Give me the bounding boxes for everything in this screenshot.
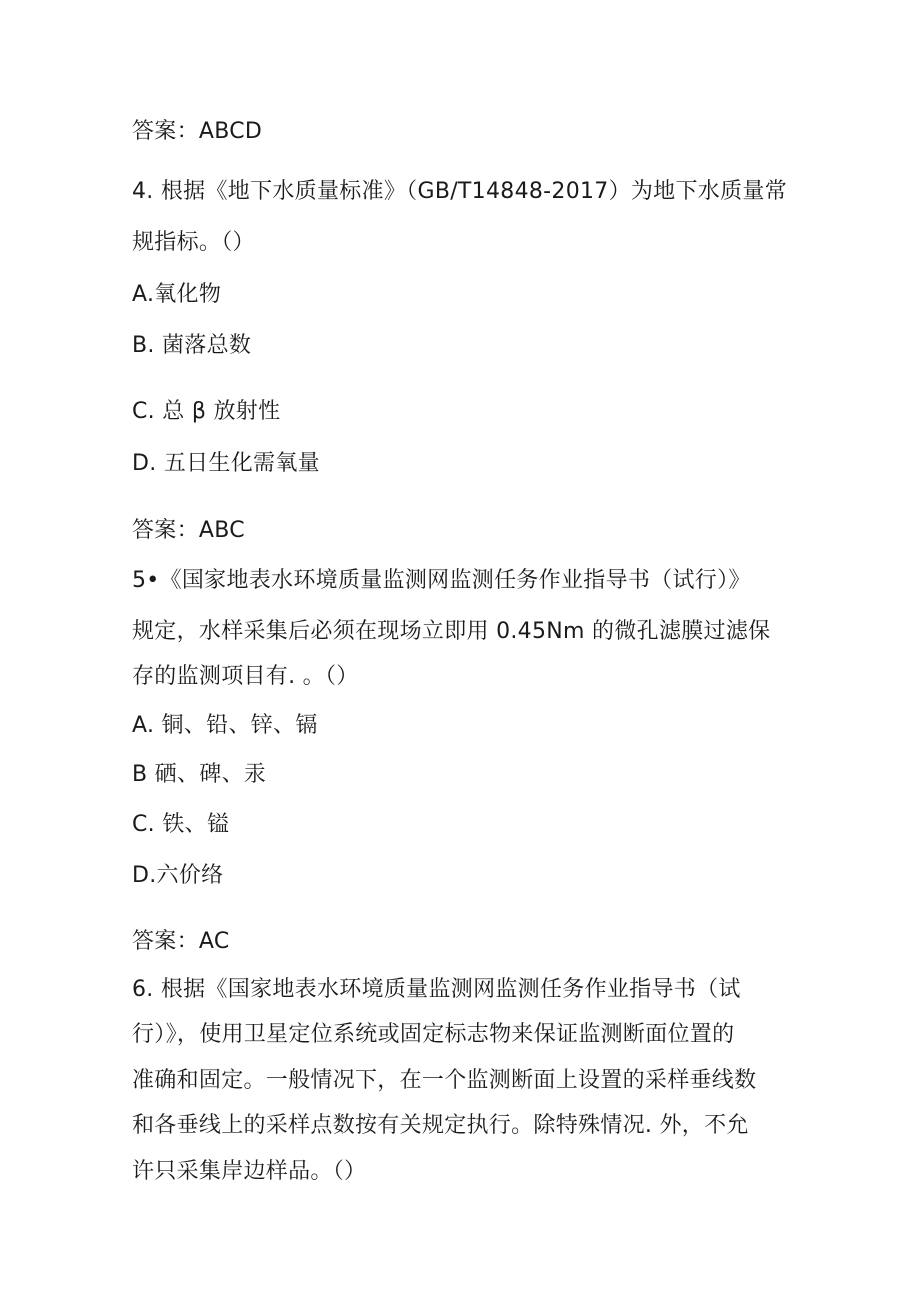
question-4-text: 4. 根据《地下水质量标准》（GB/T14848-2017）为地下水质量常 bbox=[132, 179, 787, 204]
option-b: B 硒、碑、汞 bbox=[132, 762, 267, 787]
answer-line: 答案：ABC bbox=[132, 518, 245, 543]
question-6-text: 和各垂线上的采样点数按有关规定执行。除特殊情况. 外，不允 bbox=[132, 1113, 749, 1138]
option-c: C. 铁、镒 bbox=[132, 812, 230, 837]
question-6-text: 行）》，使用卫星定位系统或固定标志物来保证监测断面位置的 bbox=[132, 1022, 735, 1047]
option-d: D.六价络 bbox=[132, 863, 224, 888]
option-d: D. 五日生化需氧量 bbox=[132, 451, 320, 476]
answer-line: 答案：AC bbox=[132, 929, 230, 954]
question-5-text: 5•《国家地表水环境质量监测网监测任务作业指导书（试行）》 bbox=[132, 568, 751, 593]
option-a: A. 铜、铅、锌、镉 bbox=[132, 713, 318, 738]
question-5-text: 存的监测项目有. 。（） bbox=[132, 664, 359, 689]
question-6-text: 许只采集岸边样品。（） bbox=[132, 1159, 367, 1184]
question-6-text: 6. 根据《国家地表水环境质量监测网监测任务作业指导书（试 bbox=[132, 977, 741, 1002]
question-4-text: 规指标。（） bbox=[132, 230, 255, 255]
option-b: B. 菌落总数 bbox=[132, 333, 252, 358]
question-6-text: 准确和固定。一般情况下，在一个监测断面上设置的采样垂线数 bbox=[132, 1068, 757, 1093]
answer-line: 答案：ABCD bbox=[132, 119, 263, 144]
option-a: A.氧化物 bbox=[132, 282, 222, 307]
question-5-text: 规定，水样采集后必须在现场立即用 0.45Nm 的微孔滤膜过滤保 bbox=[132, 619, 771, 644]
option-c: C. 总 β 放射性 bbox=[132, 399, 281, 424]
